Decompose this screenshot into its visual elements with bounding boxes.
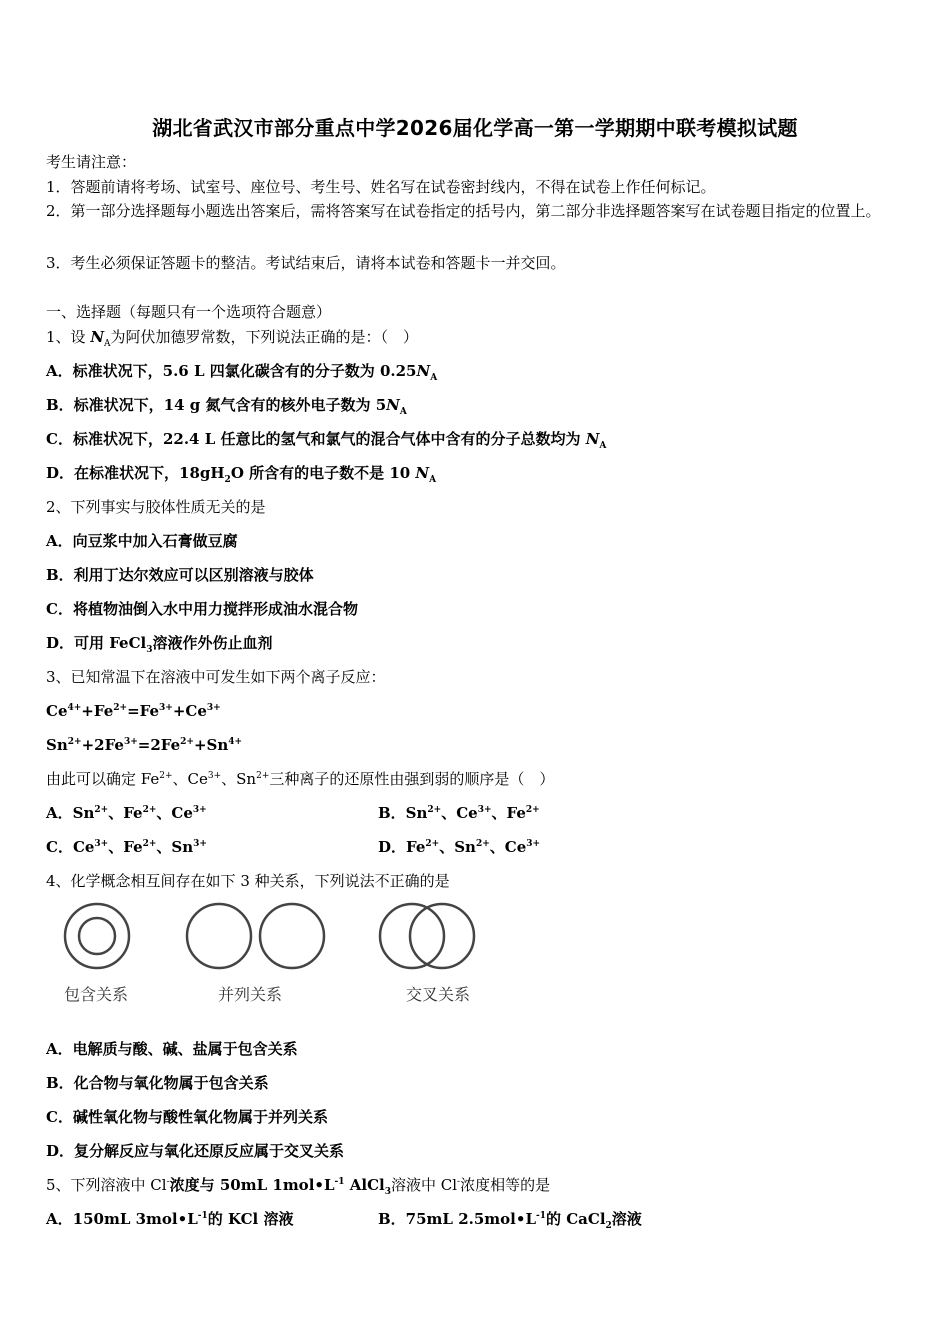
question-1-option-a: A．标准状况下，5.6 L 四氯化碳含有的分子数为 $0.25N_A$ (46, 362, 438, 383)
reaction-1: $Ce^{4+}+Fe^{2+}=Fe^{3+}+Ce^{3+}$ (46, 702, 221, 720)
question-2-option-c: C．将植物油倒入水中用力搅拌形成油水混合物 (46, 600, 358, 618)
label-parallel: 并列关系 (218, 985, 283, 1004)
parallel-left-circle (187, 904, 251, 968)
section-heading: 一、选择题（每题只有一个选项符合题意） (46, 303, 332, 321)
question-5-option-a: A．150mL $3mol•L^{-1}$的 KCl 溶液 (46, 1210, 294, 1228)
notice-item-2: 2．第一部分选择题每小题选出答案后，需将答案写在试卷指定的括号内，第二部分非选择题答案写在试卷题目指定的位置上。 (46, 202, 881, 220)
question-2-option-d: D．可用 FeCl$_3$溶液作外伤止血剂 (46, 634, 273, 655)
question-3-option-b: B．$Sn^{2+}$、$Ce^{3+}$、$Fe^{2+}$ (378, 804, 540, 822)
question-1-stem: 1、设 $N_A$为阿伏加德罗常数，下列说法正确的是：（ ） (46, 328, 419, 349)
intersect-left-circle (380, 904, 444, 968)
question-4-option-c: C．碱性氧化物与酸性氧化物属于并列关系 (46, 1108, 328, 1126)
reaction-2: $Sn^{2+}+2Fe^{3+}=2Fe^{2+}+Sn^{4+}$ (46, 736, 243, 754)
question-2-option-b: B．利用丁达尔效应可以区别溶液与胶体 (46, 566, 314, 584)
notice-item-1: 1．答题前请将考场、试室号、座位号、考生号、姓名写在试卷密封线内，不得在试卷上作任何标记。 (46, 178, 716, 196)
question-3-ask: 由此可以确定 $Fe^{2+}$、$Ce^{3+}$、$Sn^{2+}$三种离子的还原性由强到弱的顺序是（ ） (46, 770, 555, 788)
page-title: 湖北省武汉市部分重点中学2026届化学高一第一学期期中联考模拟试题 (152, 116, 798, 140)
question-3-stem: 3、已知常温下在溶液中可发生如下两个离子反应： (46, 668, 386, 686)
notice-item-3: 3．考生必须保证答题卡的整洁。考试结束后，请将本试卷和答题卡一并交回。 (46, 254, 566, 272)
question-4-option-b: B．化合物与氧化物属于包含关系 (46, 1074, 269, 1092)
question-5-option-b: B．75mL $2.5mol•L^{-1}$的 CaCl$_2$溶液 (378, 1210, 642, 1231)
question-4-stem: 4、化学概念相互间存在如下 3 种关系，下列说法不正确的是 (46, 872, 450, 890)
question-4-option-a: A．电解质与酸、碱、盐属于包含关系 (46, 1040, 298, 1058)
question-4-option-d: D．复分解反应与氧化还原反应属于交叉关系 (46, 1142, 345, 1160)
notice-heading: 考生请注意： (46, 153, 137, 171)
question-1-option-b: B．标准状况下，14 g 氮气含有的核外电子数为 $5N_A$ (46, 396, 407, 417)
parallel-right-circle (260, 904, 324, 968)
intersect-right-circle (410, 904, 474, 968)
question-3-option-c: C．$Ce^{3+}$、$Fe^{2+}$、$Sn^{3+}$ (46, 838, 207, 856)
question-2-option-a: A．向豆浆中加入石膏做豆腐 (46, 532, 238, 550)
inclusion-inner-circle (79, 918, 115, 954)
question-1-option-c: C．标准状况下，22.4 L 任意比的氢气和氯气的混合气体中含有的分子总数均为 $N_A$ (46, 430, 607, 451)
label-inclusion: 包含关系 (64, 985, 129, 1004)
question-2-stem: 2、下列事实与胶体性质无关的是 (46, 498, 266, 516)
inclusion-outer-circle (65, 904, 129, 968)
question-3-option-d: D．$Fe^{2+}$、$Sn^{2+}$、$Ce^{3+}$ (378, 838, 541, 856)
relation-diagram (46, 896, 496, 1016)
label-intersect: 交叉关系 (406, 985, 471, 1004)
question-3-option-a: A．$Sn^{2+}$、$Fe^{2+}$、$Ce^{3+}$ (46, 804, 207, 822)
question-1-option-d: D．在标准状况下，$18gH_2O$ 所含有的电子数不是 10 $N_A$ (46, 464, 437, 485)
question-5-stem: 5、下列溶液中 Cl-浓度与 50mL $1mol•L^{-1}$ AlCl$_3$溶液中 Cl-浓度相等的是 (46, 1176, 551, 1197)
